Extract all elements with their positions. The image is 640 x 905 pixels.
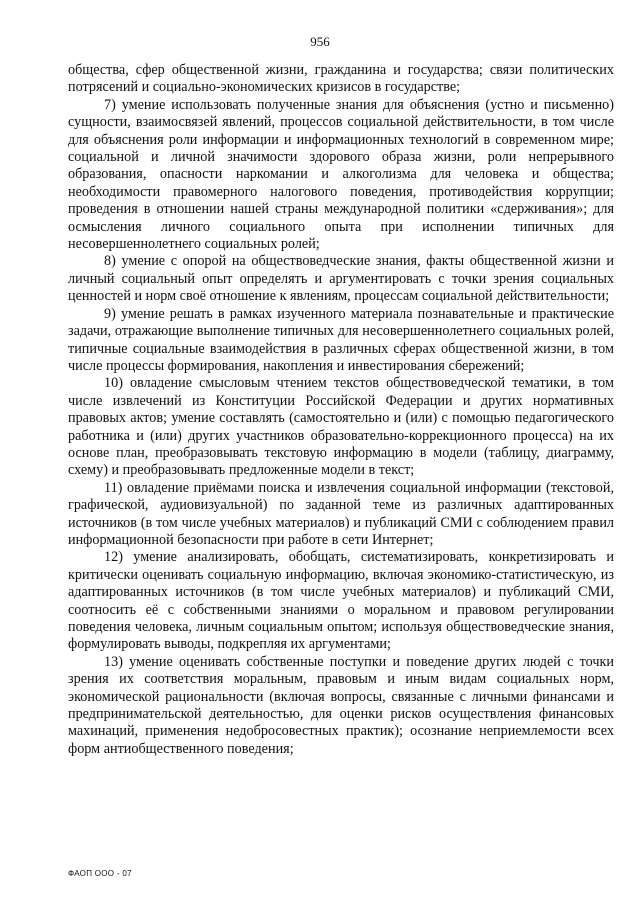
paragraph-item-7: 7) умение использовать полученные знания для объяснения (устно и письменно) сущности, взаимосвязей явлений, процессов социальной действительности, в том числе для объяснения роли информации и информационных технологий в современном мире; социальной и личной значимости здорового образа жизни, роли непрерывного образования, опасности наркомании и алкоголизма для человека и общества; необходимости правомерного налогового поведения, противодействия коррупции; проведения в отношении нашей страны международной политики «сдерживания»; для осмысления личного социального опыта при исполнении типичных для несовершеннолетнего социальных ролей;: [68, 96, 614, 253]
paragraph-item-13: 13) умение оценивать собственные поступки и поведение других людей с точки зрения их соответствия моральным, правовым и иным видам социальных норм, экономической рациональности (включая вопросы, связанные с личными финансами и предпринимательской деятельностью, для оценки рисков осуществления финансовых махинаций, применения недобросовестных практик); осознание неприемлемости всех форм антиобщественного поведения;: [68, 653, 614, 757]
paragraph-continuation: общества, сфер общественной жизни, гражданина и государства; связи политических потрясений и социально-экономических кризисов в государстве;: [68, 62, 614, 96]
paragraph-item-11: 11) овладение приёмами поиска и извлечения социальной информации (текстовой, графической, аудиовизуальной) по заданной теме из различных адаптированных источников (в том числе учебных материалов) и публикаций СМИ с соблюдением правил информационной безопасности при работе в сети Интернет;: [68, 479, 614, 548]
paragraph-item-12: 12) умение анализировать, обобщать, систематизировать, конкретизировать и критически оценивать социальную информацию, включая экономико-статистическую, из адаптированных источников (в том числе учебных материалов) и публикаций СМИ, соотносить её с собственными знаниями о моральном и правовом регулировании поведения человека, личным социальным опытом; используя обществоведческие знания, формулировать выводы, подкрепляя их аргументами;: [68, 549, 614, 653]
page-number: 956: [310, 34, 330, 49]
paragraph-item-9: 9) умение решать в рамках изученного материала познавательные и практические задачи, отражающие выполнение типичных для несовершеннолетнего социальных ролей, типичные социальные взаимодействия в различных сферах общественной жизни, в том числе процессы формирования, накопления и инвестирования сбережений;: [68, 305, 614, 374]
footer-document-code: ФАОП ООО - 07: [68, 869, 132, 878]
paragraph-item-8: 8) умение с опорой на обществоведческие знания, факты общественной жизни и личный социальный опыт определять и аргументировать с точки зрения социальных ценностей и норм своё отношение к явлениям, процессам социальной действительности;: [68, 253, 614, 305]
paragraph-item-10: 10) овладение смысловым чтением текстов обществоведческой тематики, в том числе извлечений из Конституции Российской Федерации и других нормативных правовых актов; умение составлять (самостоятельно и (или) с помощью педагогического работника и (или) других участников образовательно-коррекционного процесса) на их основе план, преобразовывать текстовую информацию в модели (таблицу, диаграмму, схему) и преобразовывать предложенные модели в текст;: [68, 375, 614, 479]
body-text: [68, 62, 614, 758]
